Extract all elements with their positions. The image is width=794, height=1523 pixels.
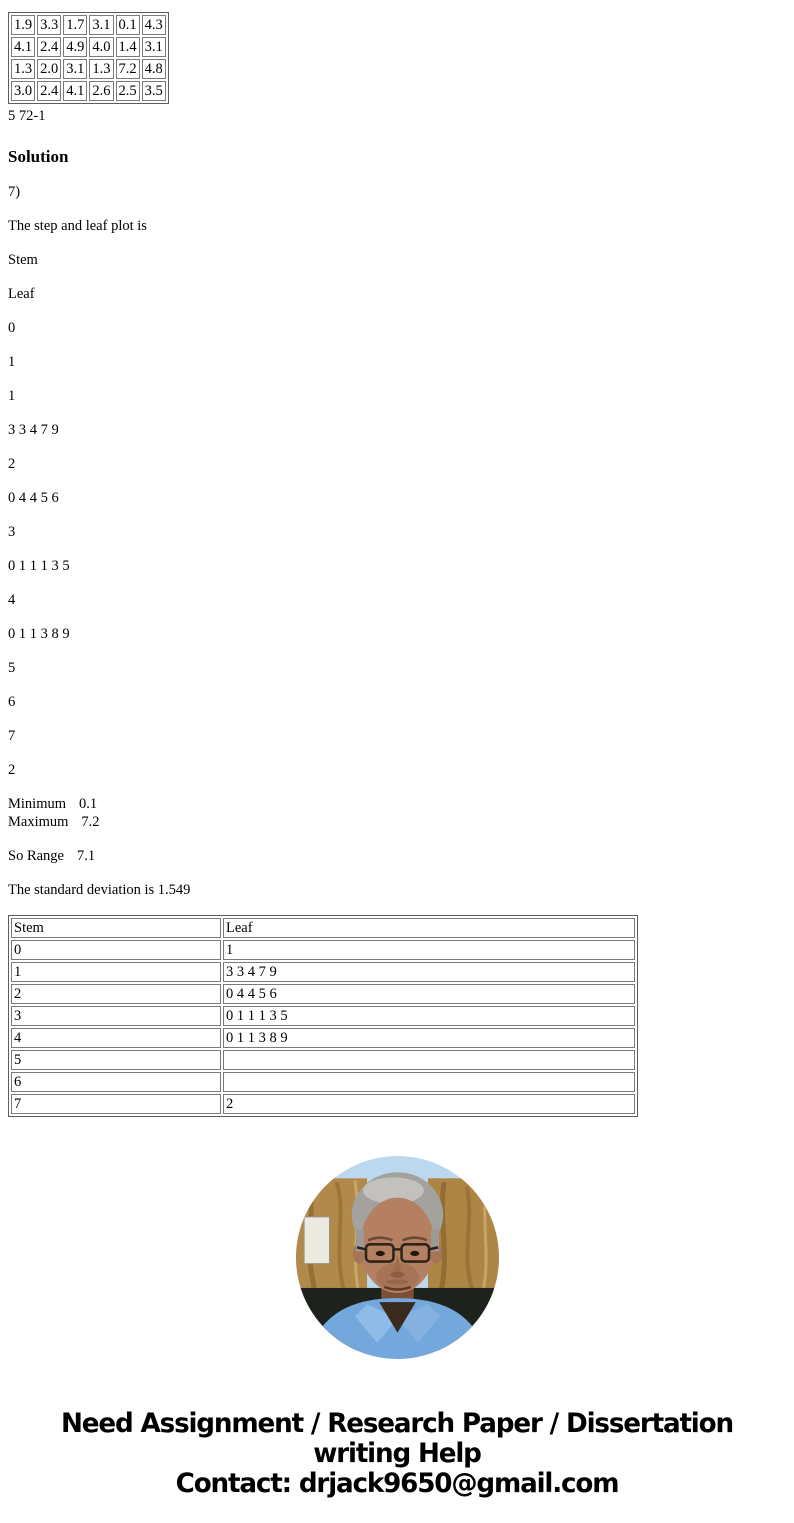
table-cell: 3.1 bbox=[89, 15, 113, 35]
intro-text: The step and leaf plot is bbox=[8, 218, 147, 234]
stem-leaf-table-body bbox=[11, 918, 635, 1114]
footer-promo bbox=[20, 1409, 775, 1499]
plot-line: 1 bbox=[8, 354, 16, 370]
table-cell: 3.1 bbox=[142, 37, 166, 57]
table-cell: 1.9 bbox=[11, 15, 35, 35]
table-cell: 4 bbox=[11, 1028, 221, 1048]
table-row bbox=[11, 918, 635, 938]
table-cell: 3.0 bbox=[11, 81, 35, 101]
table-cell: 2.4 bbox=[37, 81, 61, 101]
table-cell: 6 bbox=[11, 1072, 221, 1092]
table-cell: 2 bbox=[223, 1094, 635, 1114]
min-max-block bbox=[8, 795, 786, 831]
table-row bbox=[11, 962, 635, 982]
table-cell bbox=[223, 1072, 635, 1092]
solution-heading: Solution bbox=[8, 147, 69, 166]
table-row bbox=[11, 940, 635, 960]
table-cell: 4.1 bbox=[63, 81, 87, 101]
raw-data-table bbox=[8, 12, 169, 104]
stem-leaf-table bbox=[8, 915, 638, 1117]
plot-line: 0 bbox=[8, 320, 16, 336]
stem-leaf-lines bbox=[8, 319, 786, 779]
table-cell: 1.4 bbox=[116, 37, 140, 57]
table-cell: 3.3 bbox=[37, 15, 61, 35]
table-row bbox=[11, 1094, 635, 1114]
table-cell: 2.5 bbox=[116, 81, 140, 101]
raw-data-table-body bbox=[11, 15, 166, 101]
plot-line: 3 bbox=[8, 524, 16, 540]
problem-number: 7) bbox=[8, 184, 21, 200]
photo-wall-panel bbox=[304, 1217, 329, 1264]
plot-line: 0 4 4 5 6 bbox=[8, 490, 59, 506]
table-cell: 2.4 bbox=[37, 37, 61, 57]
range-line bbox=[8, 847, 786, 865]
maximum-value: 7.2 bbox=[81, 814, 100, 830]
table-cell: 4.1 bbox=[11, 37, 35, 57]
table-cell bbox=[223, 1050, 635, 1070]
table-cell: 7.2 bbox=[116, 59, 140, 79]
footer-line-1: Need Assignment / Research Paper / Dissertation bbox=[61, 1408, 733, 1439]
tutor-portrait-photo bbox=[296, 1156, 499, 1359]
table-cell: 0 bbox=[11, 940, 221, 960]
plot-line: 2 bbox=[8, 456, 16, 472]
minimum-value: 0.1 bbox=[79, 796, 98, 812]
table-cell: 0 1 1 3 8 9 bbox=[223, 1028, 635, 1048]
table-cell: 2 bbox=[11, 984, 221, 1004]
table-cell: 3.5 bbox=[142, 81, 166, 101]
sd-line: The standard deviation is 1.549 bbox=[8, 882, 191, 898]
maximum-label: Maximum bbox=[8, 814, 69, 830]
range-label: So Range bbox=[8, 848, 64, 864]
plot-line: 7 bbox=[8, 728, 16, 744]
minimum-label: Minimum bbox=[8, 796, 67, 812]
table-row bbox=[11, 1050, 635, 1070]
table-cell: 1 bbox=[11, 962, 221, 982]
table-cell: 4.8 bbox=[142, 59, 166, 79]
table-cell: 4.9 bbox=[63, 37, 87, 57]
table-cell: 3 bbox=[11, 1006, 221, 1026]
table-cell: 2.6 bbox=[89, 81, 113, 101]
table-cell: 0 4 4 5 6 bbox=[223, 984, 635, 1004]
range-value: 7.1 bbox=[76, 848, 96, 864]
table-cell: 2.0 bbox=[37, 59, 61, 79]
plot-line: 1 bbox=[8, 388, 16, 404]
table-cell: 1.3 bbox=[89, 59, 113, 79]
plot-line: 2 bbox=[8, 762, 16, 778]
table-cell: 7 bbox=[11, 1094, 221, 1114]
plot-line: 5 bbox=[8, 660, 16, 676]
plot-line: 0 1 1 3 8 9 bbox=[8, 626, 70, 642]
table-cell: 1.7 bbox=[63, 15, 87, 35]
table-row bbox=[11, 1006, 635, 1026]
plot-line: 0 1 1 1 3 5 bbox=[8, 558, 70, 574]
table-row bbox=[11, 1072, 635, 1092]
table-cell: Stem bbox=[11, 918, 221, 938]
table-row bbox=[11, 81, 166, 101]
table-cell: 3.1 bbox=[63, 59, 87, 79]
table-cell: 0 1 1 1 3 5 bbox=[223, 1006, 635, 1026]
table-row bbox=[11, 15, 166, 35]
table-caption: 5 72-1 bbox=[8, 108, 46, 124]
table-cell: Leaf bbox=[223, 918, 635, 938]
table-row bbox=[11, 984, 635, 1004]
leaf-label: Leaf bbox=[8, 286, 35, 302]
table-cell: 1 bbox=[223, 940, 635, 960]
footer-contact-email: Contact: drjack9650@gmail.com bbox=[175, 1468, 619, 1499]
table-cell: 5 bbox=[11, 1050, 221, 1070]
table-cell: 0.1 bbox=[116, 15, 140, 35]
footer-line-2: writing Help bbox=[313, 1438, 481, 1469]
table-row bbox=[11, 37, 166, 57]
plot-line: 4 bbox=[8, 592, 16, 608]
table-row bbox=[11, 59, 166, 79]
table-cell: 1.3 bbox=[11, 59, 35, 79]
table-cell: 4.0 bbox=[89, 37, 113, 57]
plot-line: 6 bbox=[8, 694, 16, 710]
table-row bbox=[11, 1028, 635, 1048]
stem-label: Stem bbox=[8, 252, 38, 268]
table-cell: 3 3 4 7 9 bbox=[223, 962, 635, 982]
table-cell: 4.3 bbox=[142, 15, 166, 35]
plot-line: 3 3 4 7 9 bbox=[8, 422, 59, 438]
